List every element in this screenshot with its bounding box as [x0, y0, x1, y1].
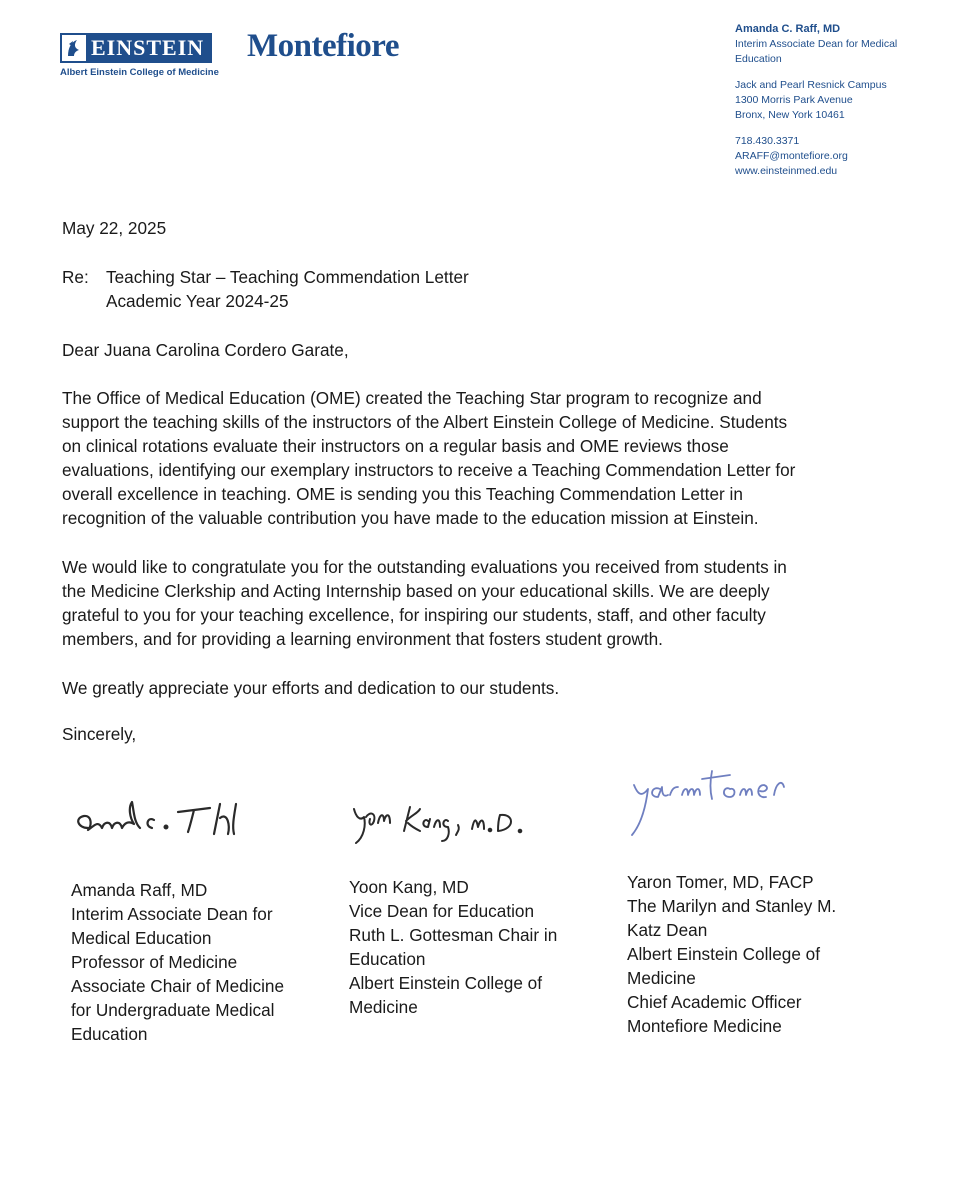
paragraph-line: We would like to congratulate you for the outstanding evaluations you received from students in: [62, 557, 787, 577]
city-state-zip: Bronx, New York 10461: [735, 109, 845, 121]
signature-yaron-tomer: [626, 765, 836, 840]
einstein-emblem-icon: [62, 35, 86, 61]
paragraph-line: on clinical rotations evaluate their instructors on a regular basis and OME reviews those: [62, 436, 729, 456]
salutation: Dear Juana Carolina Cordero Garate,: [62, 340, 349, 360]
signatory-line: Amanda Raff, MD: [71, 880, 208, 900]
email-address[interactable]: ARAFF@montefiore.org: [735, 150, 848, 162]
signatory-line: Yaron Tomer, MD, FACP: [627, 872, 814, 892]
subject-line-2: Academic Year 2024-25: [106, 291, 289, 311]
paragraph-line: evaluations, identifying our exemplary instructors to receive a Teaching Commendation Letter for: [62, 460, 796, 480]
sender-title-line-2: Education: [735, 53, 782, 65]
signatory-line: Ruth L. Gottesman Chair in: [349, 925, 558, 945]
signatory-line: Montefiore Medicine: [627, 1016, 782, 1036]
letter-date: May 22, 2025: [62, 218, 167, 238]
re-label: Re:: [62, 267, 89, 287]
paragraph-line: The Office of Medical Education (OME) created the Teaching Star program to recognize and: [62, 388, 762, 408]
signatory-line: for Undergraduate Medical: [71, 1000, 275, 1020]
einstein-logo: [60, 33, 219, 78]
subject-line-1: Teaching Star – Teaching Commendation Letter: [106, 267, 469, 287]
paragraph-3: We greatly appreciate your efforts and dedication to our students.: [62, 678, 560, 698]
paragraph-line: the Medicine Clerkship and Acting Internship based on your educational skills. We are deeply: [62, 581, 770, 601]
website-link[interactable]: www.einsteinmed.edu: [735, 165, 838, 177]
phone-number: 718.430.3371: [735, 135, 800, 147]
street-address: 1300 Morris Park Avenue: [735, 94, 853, 106]
sender-title-line-1: Interim Associate Dean for Medical: [735, 38, 898, 50]
sender-contact-block: [735, 22, 935, 179]
einstein-logo-subtitle: Albert Einstein College of Medicine: [60, 67, 219, 78]
sender-name: Amanda C. Raff, MD: [735, 23, 841, 35]
einstein-logo-text: EINSTEIN: [91, 35, 205, 60]
signatory-line: Albert Einstein College of: [349, 973, 542, 993]
signatory-line: Medical Education: [71, 928, 212, 948]
signatory-line: Professor of Medicine: [71, 952, 238, 972]
subject-block: [106, 265, 469, 313]
signatory-line: Chief Academic Officer: [627, 992, 802, 1012]
signatory-block-tomer: [627, 870, 836, 1038]
signatory-line: The Marilyn and Stanley M.: [627, 896, 837, 916]
signatory-line: Interim Associate Dean for: [71, 904, 273, 924]
signatory-line: Albert Einstein College of: [627, 944, 820, 964]
paragraph-1: [62, 386, 912, 530]
signatory-line: Katz Dean: [627, 920, 708, 940]
einstein-logo-box: [60, 33, 212, 63]
signatory-line: Yoon Kang, MD: [349, 877, 469, 897]
signatory-line: Associate Chair of Medicine: [71, 976, 285, 996]
signatory-line: Medicine: [349, 997, 418, 1017]
paragraph-2: [62, 555, 912, 651]
signatory-line: Education: [349, 949, 426, 969]
signatory-block-kang: [349, 875, 557, 1019]
signatory-line: Education: [71, 1024, 148, 1044]
signatory-line: Medicine: [627, 968, 696, 988]
paragraph-line: members, and for providing a learning environment that fosters student growth.: [62, 629, 663, 649]
paragraph-line: grateful to you for your teaching excellence, for inspiring our students, staff, and other faculty: [62, 605, 766, 625]
campus: Jack and Pearl Resnick Campus: [735, 79, 887, 91]
paragraph-line: recognition of the valuable contribution you have made to the education mission at Einstein.: [62, 508, 759, 528]
montefiore-logo: Montefiore: [247, 28, 399, 64]
paragraph-line: support the teaching skills of the instructors of the Albert Einstein College of Medicine. Students: [62, 412, 788, 432]
paragraph-line: overall excellence in teaching. OME is sending you this Teaching Commendation Letter in: [62, 484, 743, 504]
signatory-block-raff: [71, 878, 284, 1046]
signature-yoon-kang: [348, 795, 568, 855]
signature-amanda-raff: [70, 790, 300, 845]
closing: Sincerely,: [62, 724, 137, 744]
signatory-line: Vice Dean for Education: [349, 901, 535, 921]
